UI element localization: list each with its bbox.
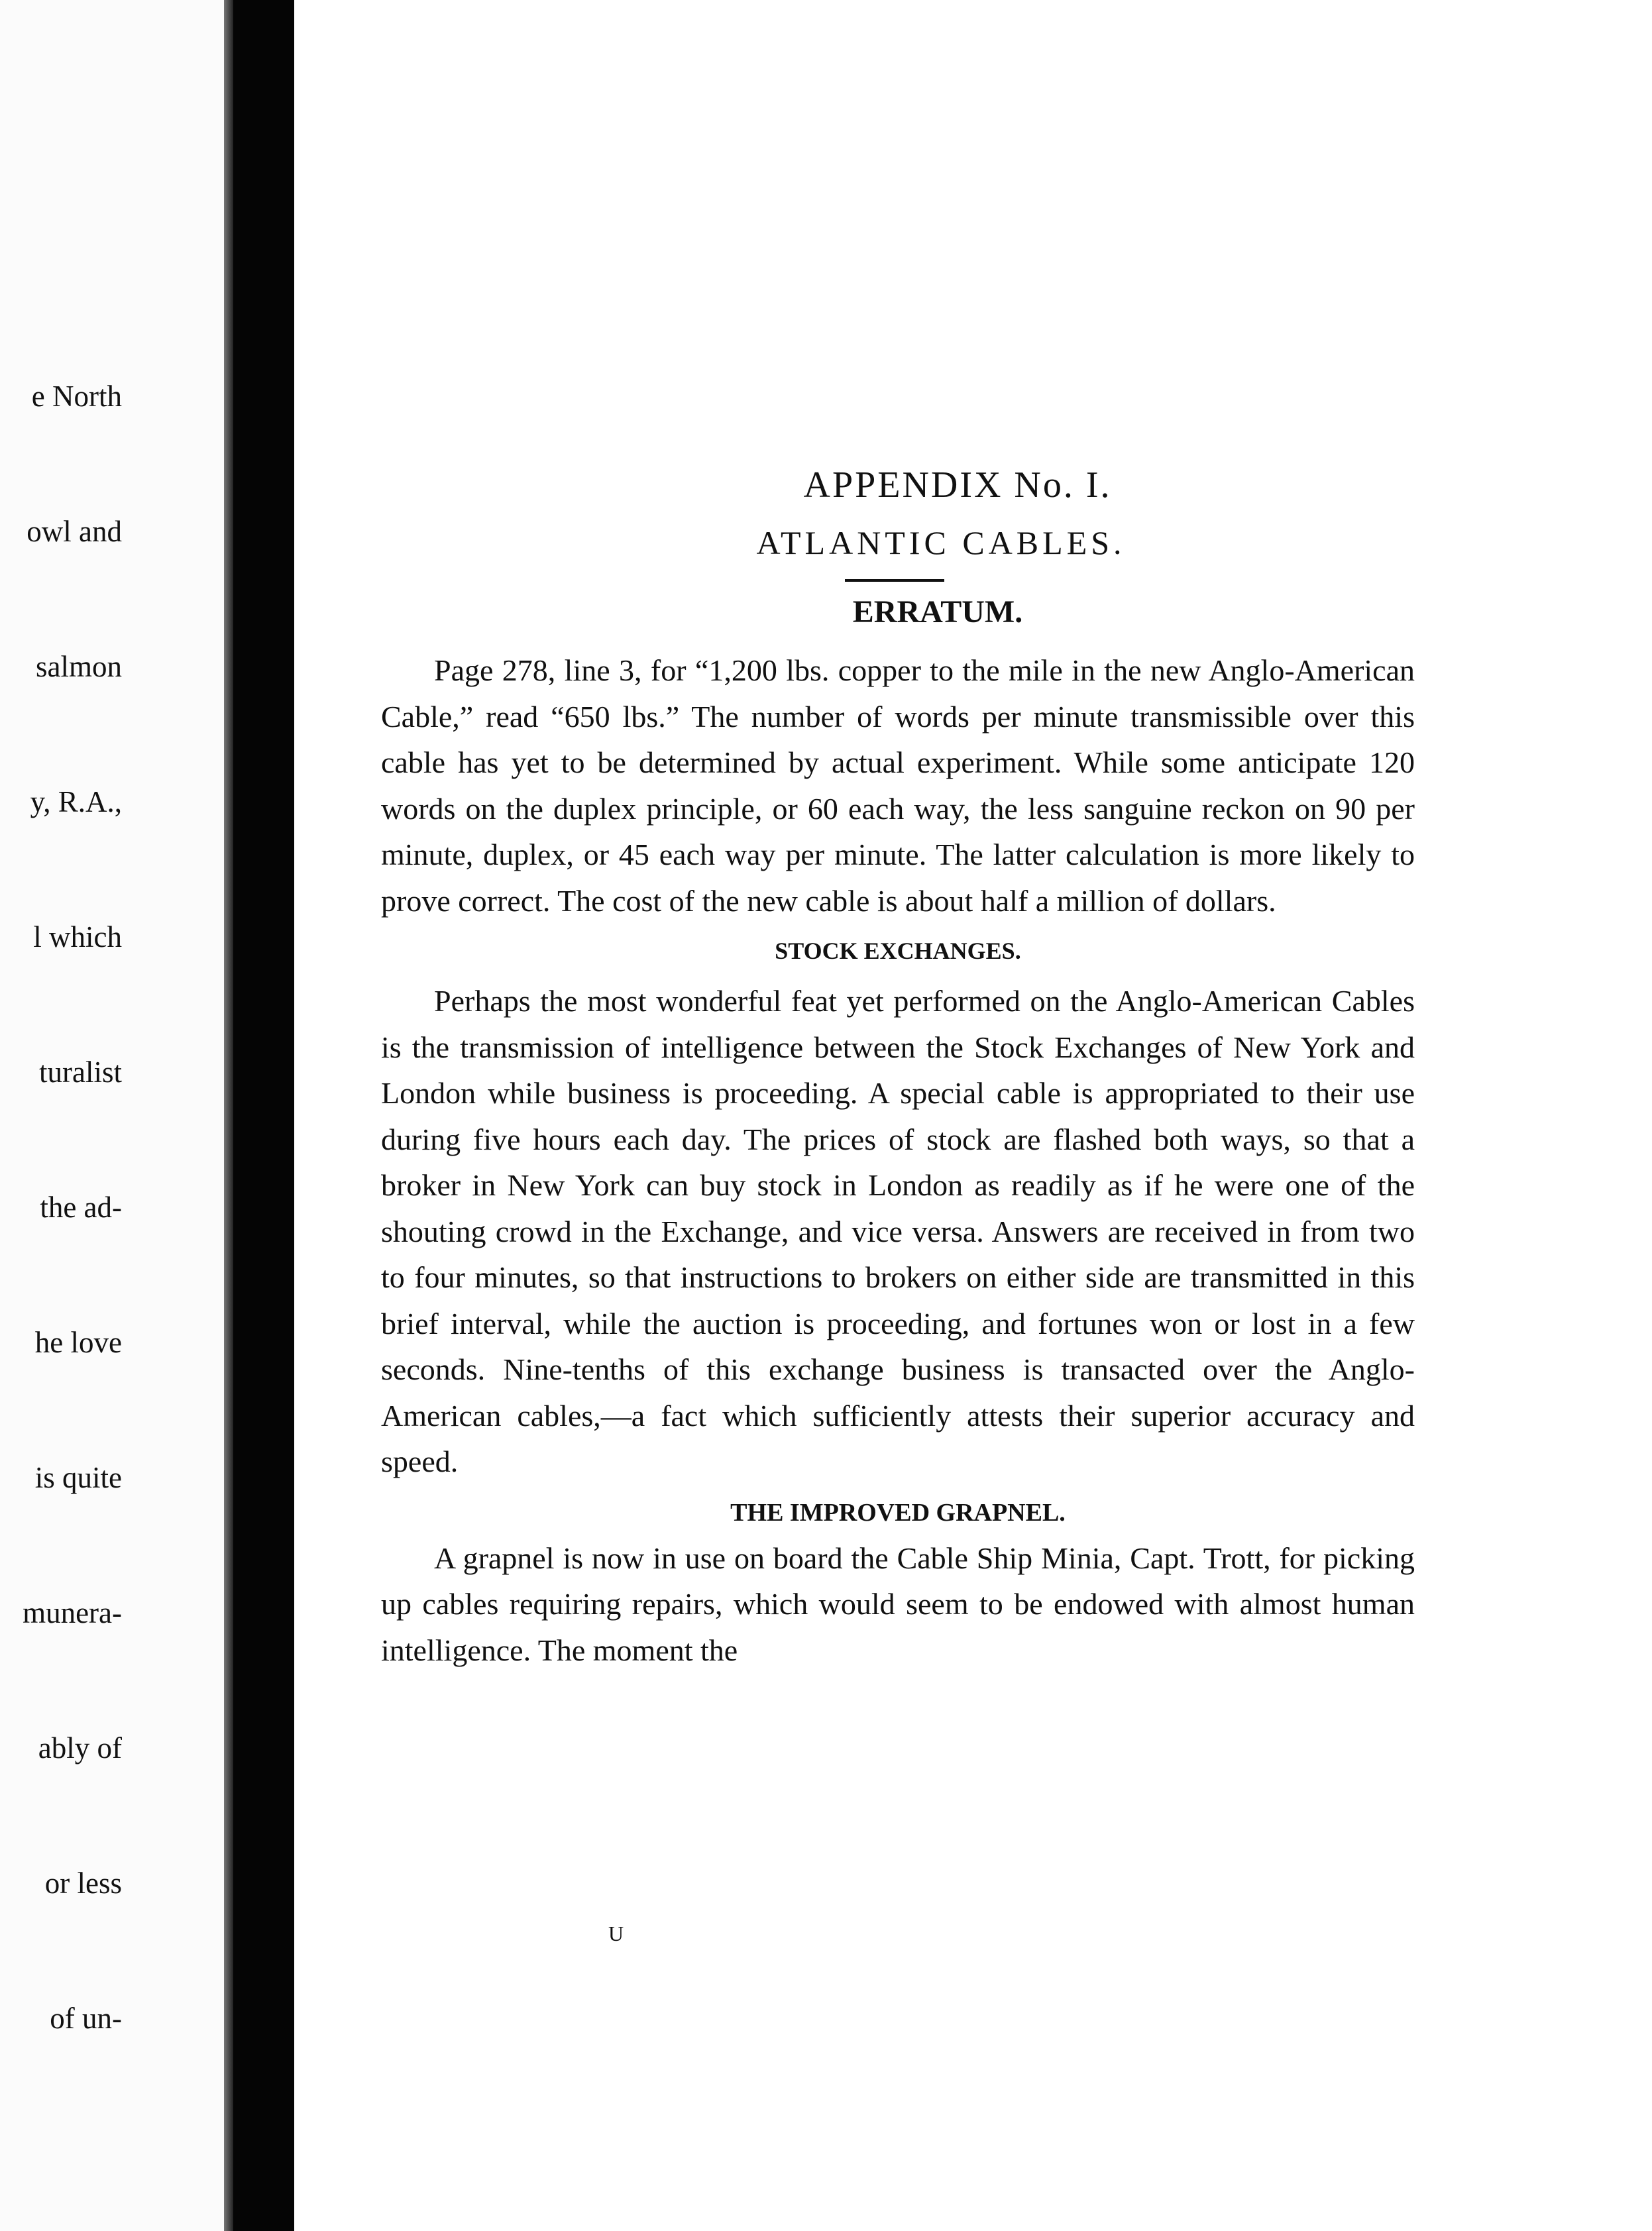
left-line: l which — [33, 920, 122, 953]
section-heading-stock-exchanges: STOCK EXCHANGES. — [775, 938, 1021, 964]
left-line: of un- — [50, 2002, 122, 2035]
left-line: or less — [44, 1867, 122, 1900]
section-heading-improved-grapnel: THE IMPROVED GRAPNEL. — [730, 1498, 1066, 1527]
left-page-text — [23, 284, 122, 2131]
section-heading-erratum: ERRATUM. — [852, 594, 1023, 629]
left-line: y, R.A., — [30, 785, 122, 818]
page-content — [381, 464, 1415, 1673]
book-gutter — [233, 0, 294, 2231]
left-line: e North — [31, 380, 122, 413]
page-edge-shadow — [224, 0, 233, 2231]
left-line: turalist — [39, 1056, 122, 1089]
left-page-fragment — [0, 0, 228, 2231]
folio-signature: U — [608, 1922, 624, 1945]
left-line: owl and — [27, 515, 122, 548]
erratum-paragraph: Page 278, line 3, for “1,200 lbs. copper to the mile in the new Anglo-American Cable,” read “650 lbs.” The number of words per minute transmissible over this cable has yet to be determined by actual experiment. While some anticipate 120 words on the duplex principle, or 60 each way, the less sanguine reckon on 90 per minute, duplex, or 45 each way per minute. The latter calculation is more likely to prove correct. The cost of the new cable is about half a million of dollars. — [381, 653, 1415, 918]
grapnel-paragraph: A grapnel is now in use on board the Cable Ship Minia, Capt. Trott, for picking up cables requiring repairs, which would seem to be endowed with almost human intelligence. The moment the — [381, 1541, 1415, 1667]
stock-exchanges-paragraph: Perhaps the most wonderful feat yet performed on the Anglo-American Cables is the transmission of intelligence between the Stock Exchanges of New York and London while business is proceeding. A special cable is appropriated to their use during five hours each day. The prices of stock are flashed both ways, so that a broker in New York can buy stock in London as readily as if he were one of the shouting crowd in the Exchange, and vice versa. Answers are received in from two to four minutes, so that instructions to brokers on either side are transmitted in this brief interval, while the auction is proceeding, and fortunes won or lost in a few seconds. Nine-tenths of this exchange business is transacted over the Anglo-American cables,—a fact which sufficiently attests their superior accuracy and speed. — [381, 984, 1415, 1478]
left-line: he love — [34, 1326, 122, 1359]
left-line: munera- — [23, 1596, 122, 1629]
left-line: ably of — [38, 1731, 122, 1765]
left-line: is quite — [34, 1461, 122, 1494]
left-line: the ad- — [40, 1191, 122, 1224]
left-line: salmon — [36, 650, 122, 683]
subject-title: ATLANTIC CABLES. — [756, 524, 1126, 561]
appendix-title: APPENDIX No. I. — [803, 464, 1112, 506]
title-rule — [845, 579, 944, 582]
